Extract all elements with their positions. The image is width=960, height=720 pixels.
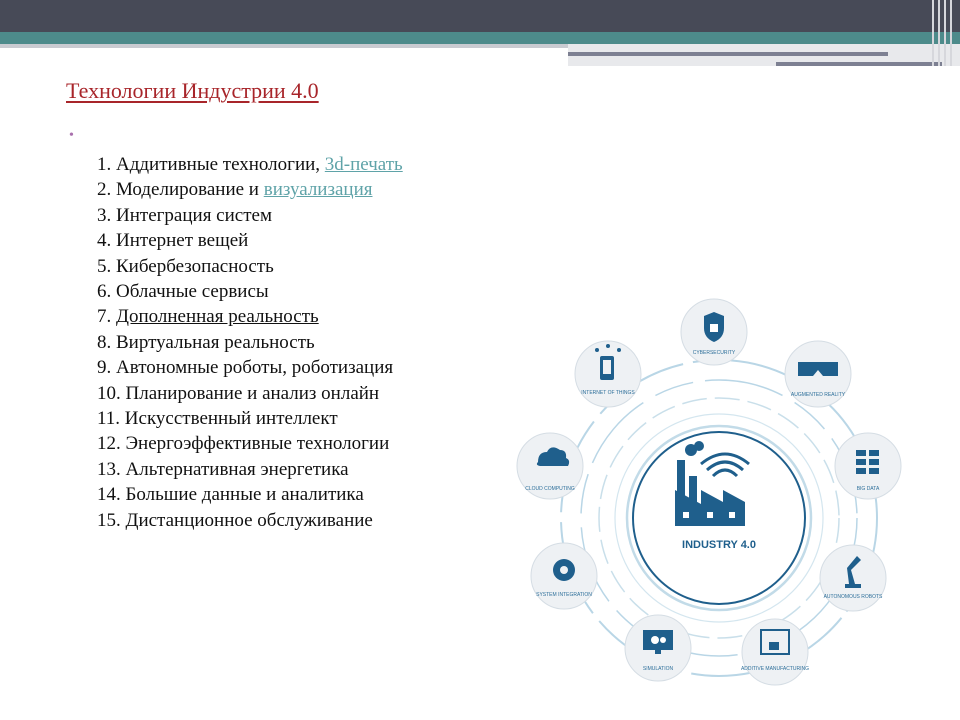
- list-item: [97, 152, 403, 177]
- node-system-integration: [531, 543, 597, 609]
- list-item: 8. Виртуальная реальность: [97, 331, 315, 353]
- list-item: 12. Энергоэффективные технологии: [97, 433, 390, 455]
- node-cybersecurity: [681, 299, 747, 365]
- node-label: SYSTEM INTEGRATION: [536, 592, 592, 598]
- node-label: BIG DATA: [856, 486, 880, 492]
- list-item-text: 2. Моделирование и: [97, 179, 264, 201]
- node-big-data: [835, 433, 901, 499]
- node-label: ADDITIVE MANUFACTURING: [740, 666, 810, 672]
- technology-list: [97, 152, 403, 533]
- node-label: CYBERSECURITY: [692, 350, 736, 356]
- list-item: 6. Облачные сервисы: [97, 281, 269, 303]
- node-label: AUGMENTED REALITY: [790, 392, 846, 398]
- link-visualization[interactable]: визуализация: [263, 179, 373, 201]
- industry-infographic: [505, 290, 925, 700]
- node-label: CLOUD COMPUTING: [525, 486, 575, 492]
- center-label: INDUSTRY 4.0: [682, 539, 756, 551]
- node-additive-manufacturing: [741, 619, 809, 685]
- list-item: 10. Планирование и анализ онлайн: [97, 382, 380, 404]
- header-line: [568, 52, 888, 56]
- gear-integration-icon: [553, 559, 575, 581]
- list-item: 11. Искусственный интеллект: [97, 408, 338, 430]
- link-3d-printing[interactable]: 3d-печать: [324, 154, 403, 175]
- node-label: SIMULATION: [642, 666, 674, 672]
- header-line: [776, 62, 942, 66]
- list-item: 4. Интернет вещей: [97, 230, 249, 252]
- list-item: 14. Большие данные и аналитика: [97, 484, 364, 506]
- node-simulation: [625, 615, 691, 681]
- node-augmented-reality: [785, 341, 851, 407]
- list-item: 15. Дистанционное обслуживание: [97, 509, 373, 531]
- slide-title: Технологии Индустрии 4.0: [66, 78, 319, 103]
- list-item: 13. Альтернативная энергетика: [97, 458, 349, 480]
- list-item: 3. Интеграция систем: [97, 204, 272, 226]
- list-item: 9. Автономные роботы, роботизация: [97, 357, 394, 379]
- node-internet-of-things: [575, 341, 641, 407]
- list-item-text: 1. Аддитивные технологии,: [97, 154, 325, 175]
- node-cloud-computing: [517, 433, 583, 499]
- link-augmented-reality[interactable]: Дополненная реальность: [116, 306, 319, 328]
- node-autonomous-robots: [820, 545, 886, 611]
- list-item: [97, 177, 403, 202]
- list-item-text: 7.: [97, 306, 116, 328]
- header-stripes: [928, 0, 958, 66]
- header-divider: [0, 44, 568, 48]
- bullet-point: •: [69, 128, 74, 143]
- header-band: [0, 0, 960, 32]
- node-label: AUTONOMOUS ROBOTS: [823, 594, 883, 600]
- node-label: INTERNET OF THINGS: [581, 390, 635, 396]
- header-accent-band: [0, 32, 960, 44]
- list-item: 5. Кибербезопасность: [97, 255, 274, 277]
- list-item: [97, 304, 403, 329]
